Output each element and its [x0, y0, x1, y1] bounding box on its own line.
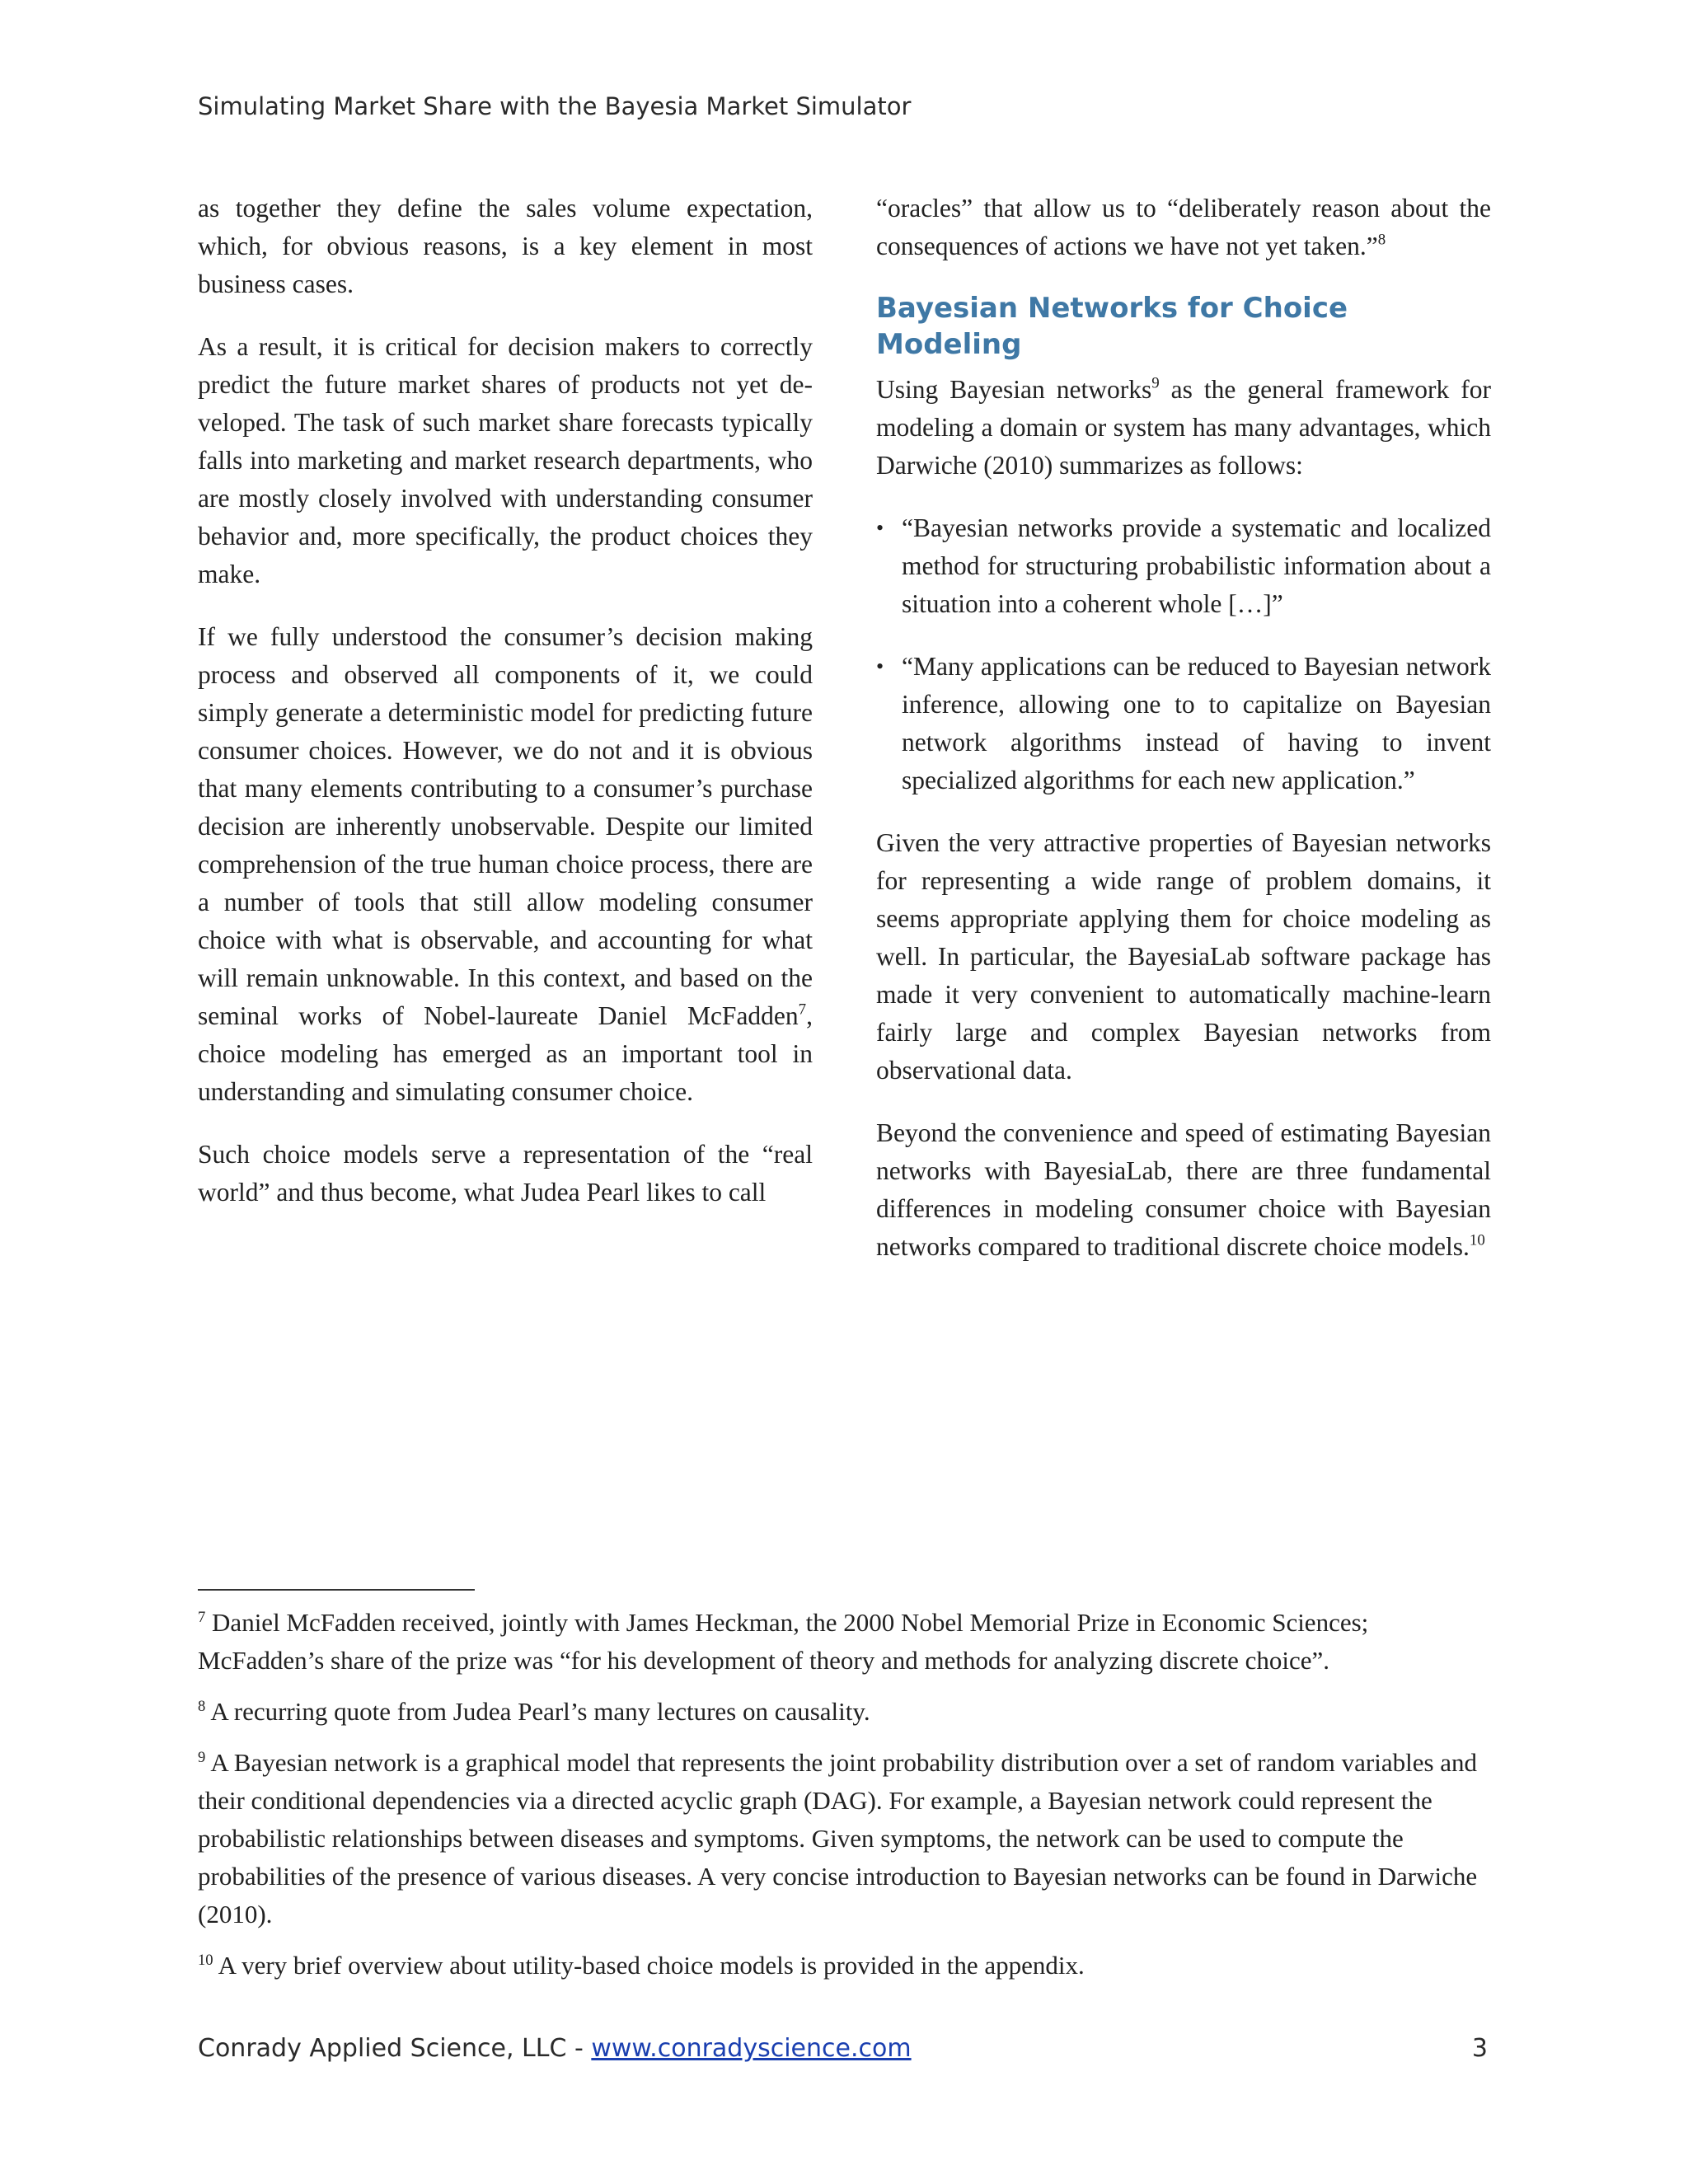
list-item [876, 509, 1491, 623]
paragraph: As a result, it is critical for decision makers to correctly predict the future market shares of products not yet developed. The task of such market share forecasts typically falls into marketing and market research departments, who are mostly closely involved with understanding consumer behavior and, more specifically, the product choices they make. [198, 332, 813, 588]
footnote-7 [198, 1604, 1484, 1680]
paragraph: Given the very attractive properties of Bayesian networks for representing a wide range of problem domains, it seems appropriate applying them for choice modeling as well. In particular, the BayesiaLab software package has made it very convenient to automatically machine-learn fairly large and complex Bayesian networks from observational data. [876, 828, 1491, 1085]
paragraph [876, 190, 1491, 265]
footnote-ref-7[interactable]: 7 [798, 1001, 807, 1019]
paragraph-text: Using Bayesian networks [876, 375, 1152, 404]
page-number: 3 [1471, 2034, 1488, 2063]
paragraph-text: “oracles” that allow us to “deliberately reason about the consequences of actions we have not yet taken.” [876, 194, 1491, 260]
right-column [876, 190, 1491, 1291]
list-item-text: “Bayesian networks provide a systematic and localized method for structuring probabilistic information about a situation into a coherent whole […]” [902, 513, 1491, 618]
paragraph-text: Beyond the convenience and speed of estimating Bayesian networks with BayesiaLab, there are three fundamental differences in modeling consumer choice with Bayesian networks compared to traditional discrete choice models. [876, 1118, 1491, 1261]
running-header: Simulating Market Share with the Bayesia Market Simulator [198, 92, 912, 120]
left-column [198, 190, 813, 1236]
footnote-10 [198, 1947, 1484, 1985]
footer-website-link[interactable]: www.conradyscience.com [591, 2034, 912, 2063]
paragraph [876, 1114, 1491, 1266]
paragraph [876, 371, 1491, 485]
list-item-text: “Many applications can be reduced to Bayesian network inference, allowing one to to capitalize on Bayesian network algorithms instead of having to invent specialized algorithms for each new application.” [902, 652, 1491, 794]
paragraph: Such choice models serve a representation of the “real world” and thus become, what Judea Pearl likes to call [198, 1140, 813, 1207]
footnote-text: A very brief overview about utility-based choice models is provided in the appendix. [218, 1951, 1085, 1980]
paragraph-text: , choice modeling has emerged as an important tool in understanding and simulating consumer choice. [198, 1001, 813, 1106]
page-footer [198, 2034, 1488, 2063]
footnote-ref-9[interactable]: 9 [1151, 374, 1160, 392]
footnote-text: A recurring quote from Judea Pearl’s many lectures on causality. [210, 1697, 870, 1726]
paragraph-text: If we fully understood the consumer’s decision making process and observed all components of it, we could simply generate a deterministic model for predicting future consumer choices. However, we do not and it is obvious that many elements contributing to a consumer’s purchase decision are inherently unobservable. Despite our limited comprehension of the true human choice process, there are a number of tools that still allow modeling consumer choice with what is observable, and accounting for what will remain unknowable. In this context, and based on the seminal works of Nobel-laureate Daniel McFadden [198, 622, 813, 1030]
footnotes [198, 1589, 1484, 1998]
paragraph-text: as the general framework for modeling a domain or system has many advantages, which Darwiche (2010) summarizes as follows: [876, 375, 1492, 480]
footnote-number: 9 [198, 1748, 206, 1766]
footnote-text: Daniel McFadden received, jointly with James Heckman, the 2000 Nobel Memorial Prize in Economic Sciences; McFadden’s share of the prize was “for his development of theory and methods for analyzing discrete choice”. [198, 1608, 1369, 1675]
list-item [876, 648, 1491, 799]
quote-list [876, 509, 1491, 799]
section-heading: Bayesian Networks for Choice Modeling [876, 292, 1348, 361]
footnote-ref-10[interactable]: 10 [1469, 1231, 1485, 1249]
footnote-number: 8 [198, 1697, 206, 1715]
paragraph: as together they define the sales volume expectation, which, for obvious reasons, is a key element in most business cases. [198, 194, 813, 298]
footnote-divider [198, 1589, 475, 1591]
footer-company: Conrady Applied Science, LLC - [198, 2034, 592, 2063]
footnote-number: 10 [198, 1951, 213, 1969]
footnote-9 [198, 1744, 1484, 1933]
footnote-8 [198, 1693, 1484, 1731]
paragraph [198, 618, 813, 1111]
footnote-number: 7 [198, 1608, 206, 1626]
bullet-icon: • [876, 516, 884, 540]
footnote-ref-8[interactable]: 8 [1377, 231, 1386, 249]
footnote-text: A Bayesian network is a graphical model that represents the joint probability distribution over a set of random variables and their conditional dependencies via a directed acyclic graph (DAG). For example, a Bayesian network could represent the probabilistic relationships between diseases and symptoms. Given symptoms, the network can be used to compute the probabilities of the presence of various diseases. A very concise introduction to Bayesian networks can be found in Darwiche (2010). [198, 1748, 1478, 1929]
bullet-icon: • [876, 654, 884, 678]
